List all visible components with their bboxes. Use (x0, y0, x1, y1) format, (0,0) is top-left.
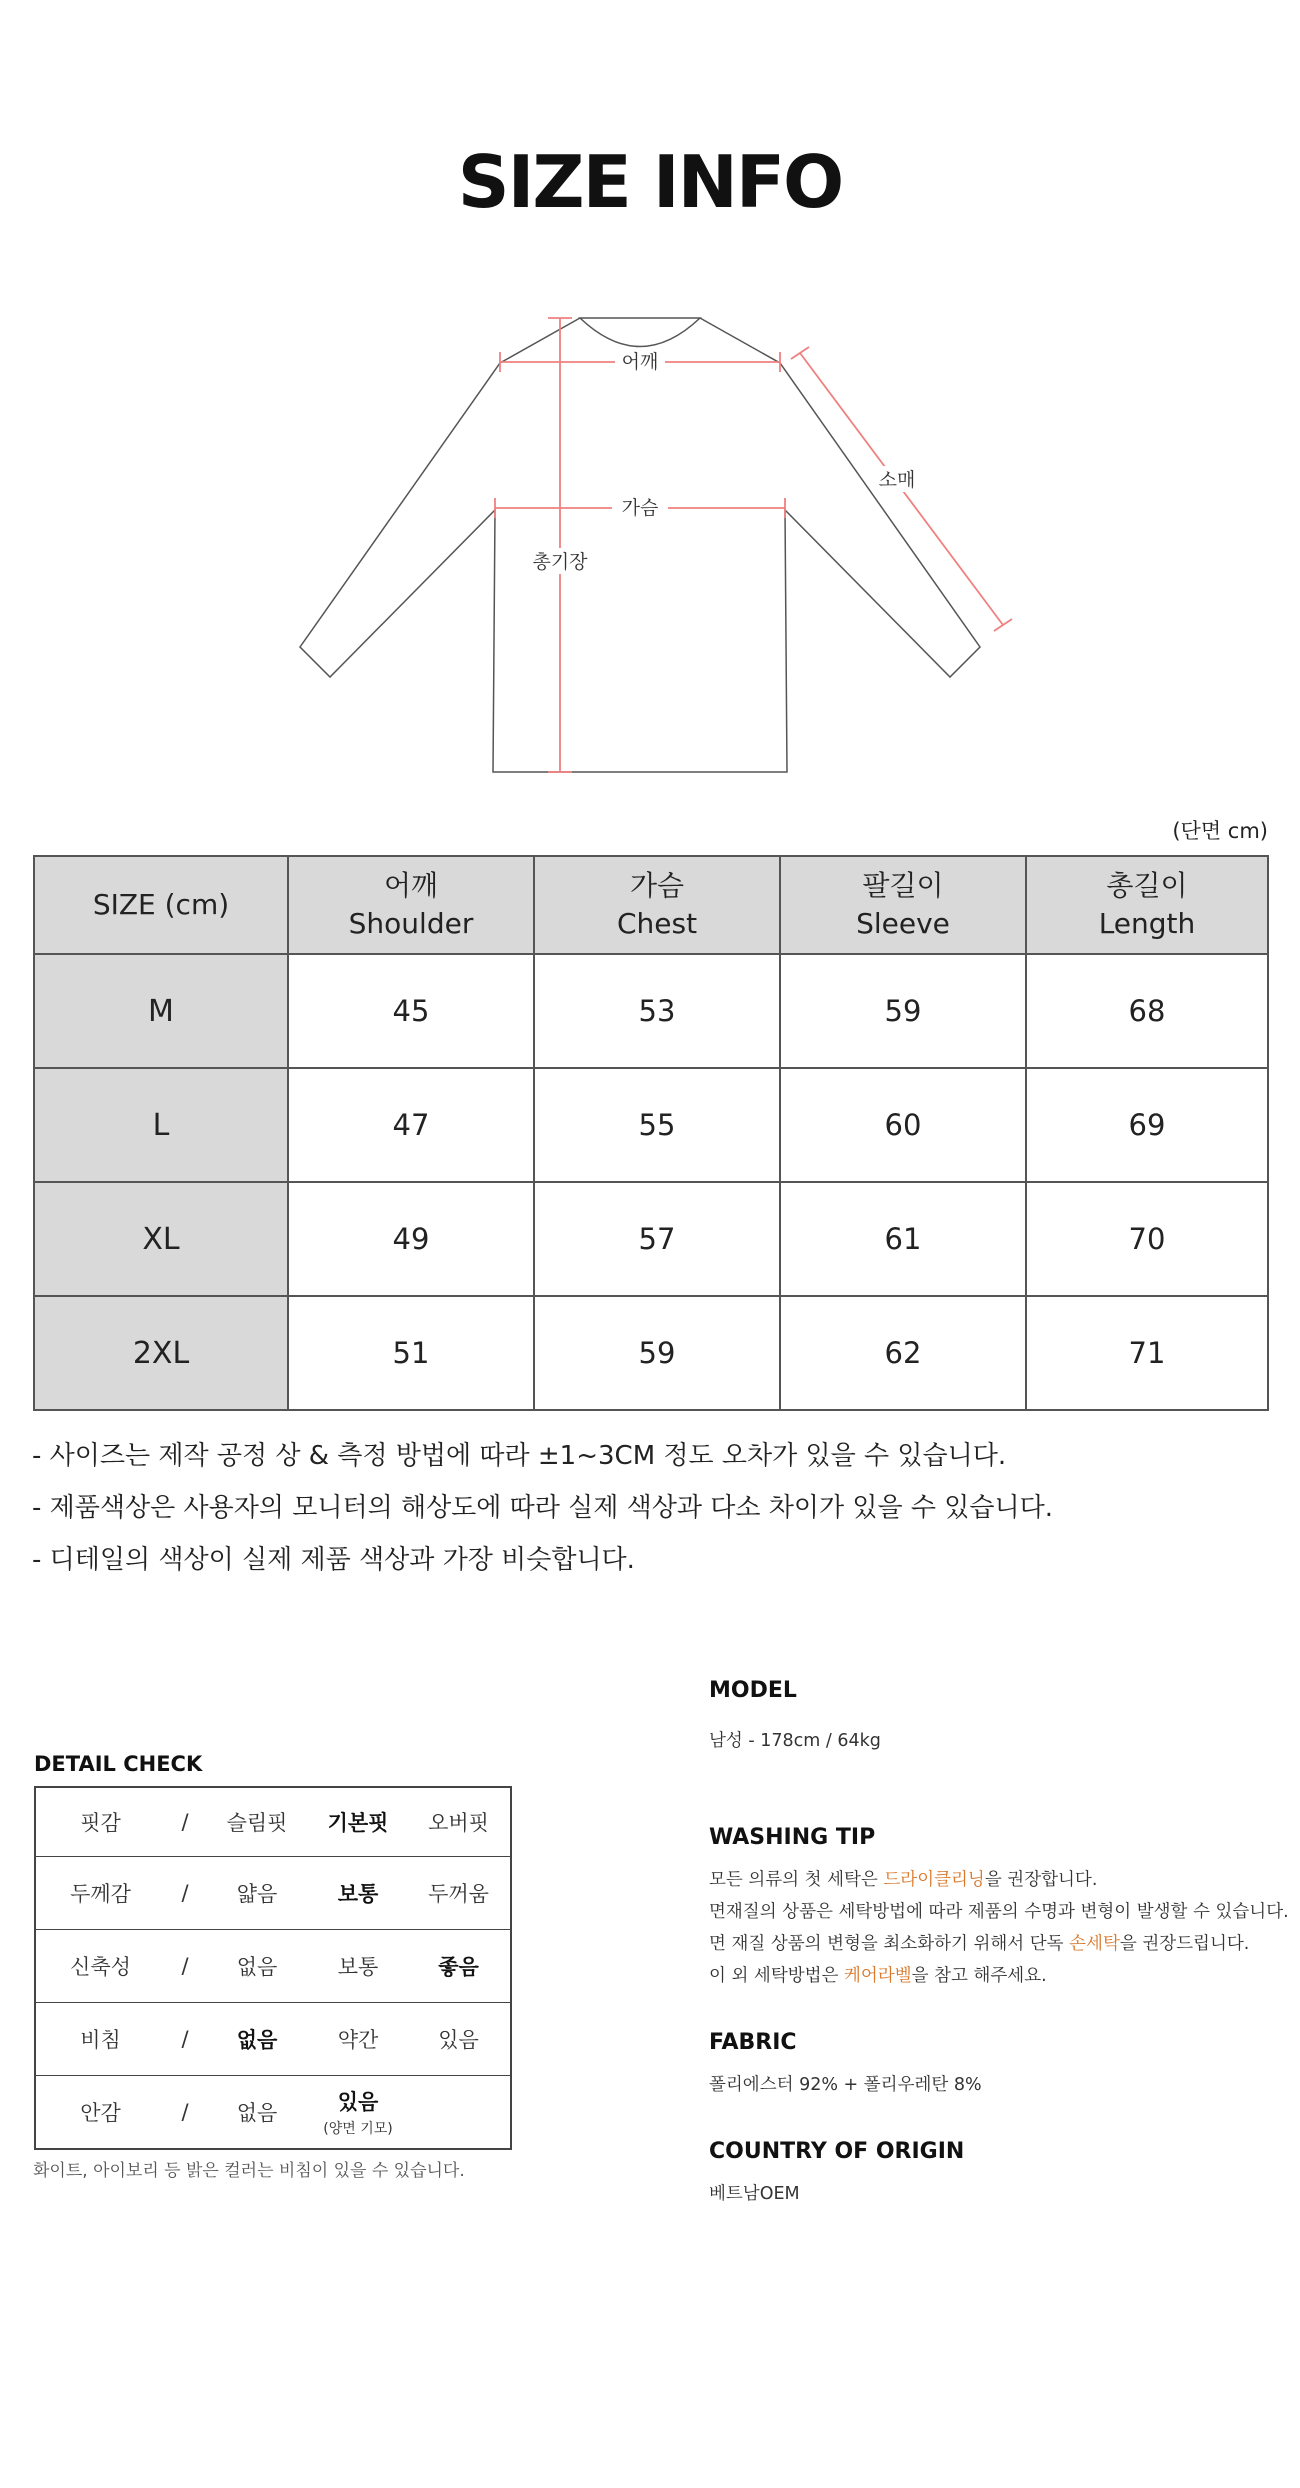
detail-label: 신축성 (35, 1930, 165, 2003)
note-line: - 제품색상은 사용자의 모니터의 해상도에 따라 실제 색상과 다소 차이가 있을 수 있습니다. (32, 1493, 1053, 1523)
shirt-outline-illustration (280, 300, 1020, 790)
detail-option: 없음 (205, 2076, 309, 2150)
origin-text: 베트남OEM (709, 2184, 800, 2204)
table-row (34, 954, 1268, 1068)
washing-text: 을 참고 해주세요. (911, 1966, 1047, 1986)
note-line: - 사이즈는 제작 공정 상 & 측정 방법에 따라 ±1~3CM 정도 오차가 있을 수 있습니다. (32, 1441, 1007, 1471)
washing-highlight: 드라이클리닝 (883, 1870, 985, 1890)
garment-diagram (280, 300, 1020, 790)
page-title: SIZE INFO (457, 140, 843, 224)
washing-text: 을 권장드립니다. (1119, 1934, 1250, 1954)
detail-separator: / (165, 1857, 205, 1930)
washing-text: 면 재질 상품의 변형을 최소화하기 위해서 단독 (709, 1934, 1070, 1954)
sleeve-header-en: Sleeve (856, 907, 950, 940)
detail-row (35, 1857, 511, 1930)
detail-label: 두께감 (35, 1857, 165, 1930)
detail-option-selected: 보통 (309, 1857, 407, 1930)
length-header-en: Length (1098, 907, 1196, 940)
detail-option: 오버핏 (428, 1811, 489, 1835)
detail-label: 비침 (35, 2003, 165, 2076)
size-cell: 2XL (34, 1296, 288, 1410)
detail-separator: / (165, 2003, 205, 2076)
detail-row (35, 2003, 511, 2076)
detail-option-selected (309, 2076, 407, 2150)
table-row (34, 1182, 1268, 1296)
washing-text: 모든 의류의 첫 세탁은 (709, 1870, 884, 1890)
size-cell: L (34, 1068, 288, 1182)
size-table-header-row (34, 856, 1268, 954)
detail-separator: / (181, 1810, 189, 1834)
chest-label: 가슴 (621, 497, 659, 519)
detail-label: 핏감 (80, 1811, 121, 1835)
washing-title: WASHING TIP (709, 1825, 876, 1850)
shoulder-cell: 51 (288, 1296, 534, 1410)
sleeve-header (780, 856, 1026, 954)
length-cell: 71 (1026, 1296, 1268, 1410)
detail-option: 두꺼움 (407, 1857, 511, 1930)
sleeve-cell: 62 (780, 1296, 1026, 1410)
chest-header (534, 856, 780, 954)
chest-cell: 57 (534, 1182, 780, 1296)
washing-text: 을 권장합니다. (984, 1870, 1098, 1890)
model-text: 남성 - 178cm / 64kg (709, 1731, 881, 1751)
length-cell: 68 (1026, 954, 1268, 1068)
washing-line-2: 면재질의 상품은 세탁방법에 따라 제품의 수명과 변형이 발생할 수 있습니다. (709, 1902, 1289, 1922)
lining-subnote: (양면 기모) (323, 2121, 393, 2137)
shoulder-label: 어깨 (621, 351, 659, 373)
chest-cell: 53 (534, 954, 780, 1068)
detail-option-selected: 없음 (205, 2003, 309, 2076)
detail-check-table (34, 1786, 512, 2150)
fabric-text: 폴리에스터 92% + 폴리우레탄 8% (709, 2075, 982, 2095)
unit-note: (단면 cm) (1172, 819, 1268, 843)
size-header (34, 856, 288, 954)
detail-option: 슬림핏 (226, 1811, 288, 1835)
washing-line-4 (709, 1960, 1289, 1992)
detail-row (35, 1787, 511, 1857)
note-line: - 디테일의 색상이 실제 제품 색상과 가장 비슷합니다. (32, 1545, 635, 1575)
detail-row (35, 2076, 511, 2150)
detail-option-selected: 기본핏 (327, 1811, 389, 1835)
detail-check-title: DETAIL CHECK (34, 1752, 203, 1776)
lining-value: 있음 (337, 2090, 379, 2114)
origin-title: COUNTRY OF ORIGIN (709, 2139, 965, 2164)
chest-header-ko: 가슴 (629, 869, 685, 902)
detail-option: 있음 (407, 2003, 511, 2076)
detail-option: 없음 (205, 1930, 309, 2003)
detail-option: 약간 (309, 2003, 407, 2076)
washing-line-3 (709, 1928, 1289, 1960)
chest-cell: 55 (534, 1068, 780, 1182)
detail-option: 얇음 (205, 1857, 309, 1930)
detail-separator: / (165, 1930, 205, 2003)
detail-label: 안감 (35, 2076, 165, 2150)
washing-text: 이 외 세탁방법은 (709, 1966, 845, 1986)
detail-option (407, 2076, 511, 2150)
washing-line-1 (709, 1864, 1289, 1896)
sleeve-label: 소매 (878, 469, 916, 491)
detail-separator: / (165, 2076, 205, 2150)
model-title: MODEL (709, 1678, 797, 1703)
table-row (34, 1068, 1268, 1182)
washing-highlight: 손세탁 (1069, 1934, 1120, 1954)
detail-option-selected: 좋음 (407, 1930, 511, 2003)
length-label: 총기장 (532, 551, 588, 573)
shoulder-header (288, 856, 534, 954)
length-header-ko: 총길이 (1106, 869, 1188, 902)
shoulder-header-en: Shoulder (348, 907, 474, 940)
sleeve-header-ko: 팔길이 (862, 869, 944, 902)
shoulder-cell: 47 (288, 1068, 534, 1182)
length-header (1026, 856, 1268, 954)
size-notes (32, 1430, 1053, 1586)
shoulder-cell: 45 (288, 954, 534, 1068)
length-cell: 70 (1026, 1182, 1268, 1296)
sleeve-cell: 61 (780, 1182, 1026, 1296)
product-info (709, 1678, 1289, 2210)
washing-highlight: 케어라벨 (844, 1966, 912, 1986)
table-row (34, 1296, 1268, 1410)
fabric-title: FABRIC (709, 2030, 797, 2055)
detail-check-note: 화이트, 아이보리 등 밝은 컬러는 비침이 있을 수 있습니다. (33, 2161, 465, 2181)
shoulder-cell: 49 (288, 1182, 534, 1296)
size-cell: M (34, 954, 288, 1068)
sleeve-cell: 60 (780, 1068, 1026, 1182)
sleeve-cell: 59 (780, 954, 1026, 1068)
length-cell: 69 (1026, 1068, 1268, 1182)
detail-row (35, 1930, 511, 2003)
detail-option: 보통 (309, 1930, 407, 2003)
chest-cell: 59 (534, 1296, 780, 1410)
size-header-label: SIZE (cm) (92, 888, 230, 921)
size-cell: XL (34, 1182, 288, 1296)
shoulder-header-ko: 어깨 (383, 869, 439, 902)
size-table (33, 855, 1269, 1411)
chest-header-en: Chest (616, 907, 698, 940)
